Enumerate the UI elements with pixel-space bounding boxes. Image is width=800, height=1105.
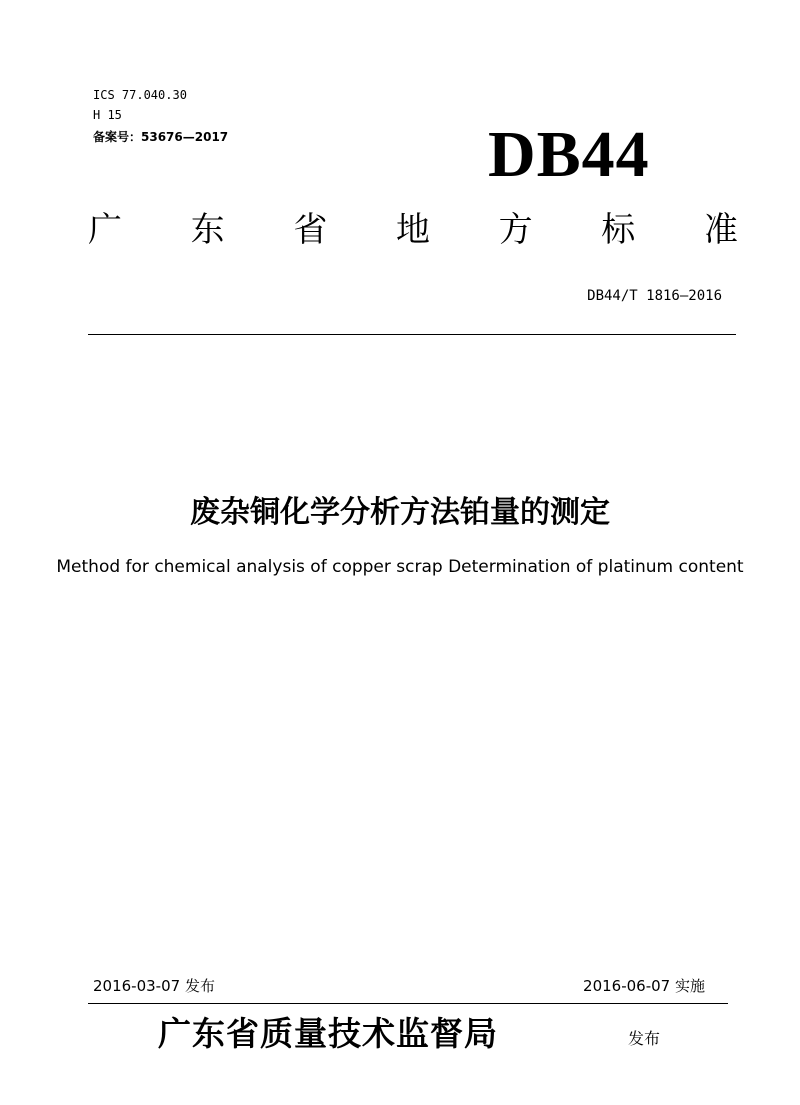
issuer-name: 广东省质量技术监督局 [158,1017,498,1053]
standard-type-char: 方 [498,210,533,250]
standard-type-char: 省 [293,210,328,250]
classification-code: H 15 [93,108,122,122]
standard-type-char: 准 [703,210,738,250]
ics-code: ICS 77.040.30 [93,88,187,102]
standard-number: DB44/T 1816—2016 [587,288,722,304]
standard-type-char: 地 [395,210,430,250]
standard-type-heading [88,208,738,252]
title-chinese: 废杂铜化学分析方法铂量的测定 [190,495,610,530]
standard-type-char: 标 [601,210,636,250]
db44-logo: DB44 [488,118,650,191]
standard-type-char: 广 [88,210,122,250]
publish-date: 2016-03-07 发布 [93,977,215,995]
filing-number: 备案号：53676—2017 [93,130,229,144]
standard-type-char: 东 [190,210,225,250]
bottom-divider [88,1003,728,1004]
issuer-suffix: 发布 [628,1029,661,1048]
title-english: Method for chemical analysis of copper scrap Determination of platinum content [56,557,744,577]
implement-date: 2016-06-07 实施 [583,977,705,995]
top-divider [88,334,736,335]
